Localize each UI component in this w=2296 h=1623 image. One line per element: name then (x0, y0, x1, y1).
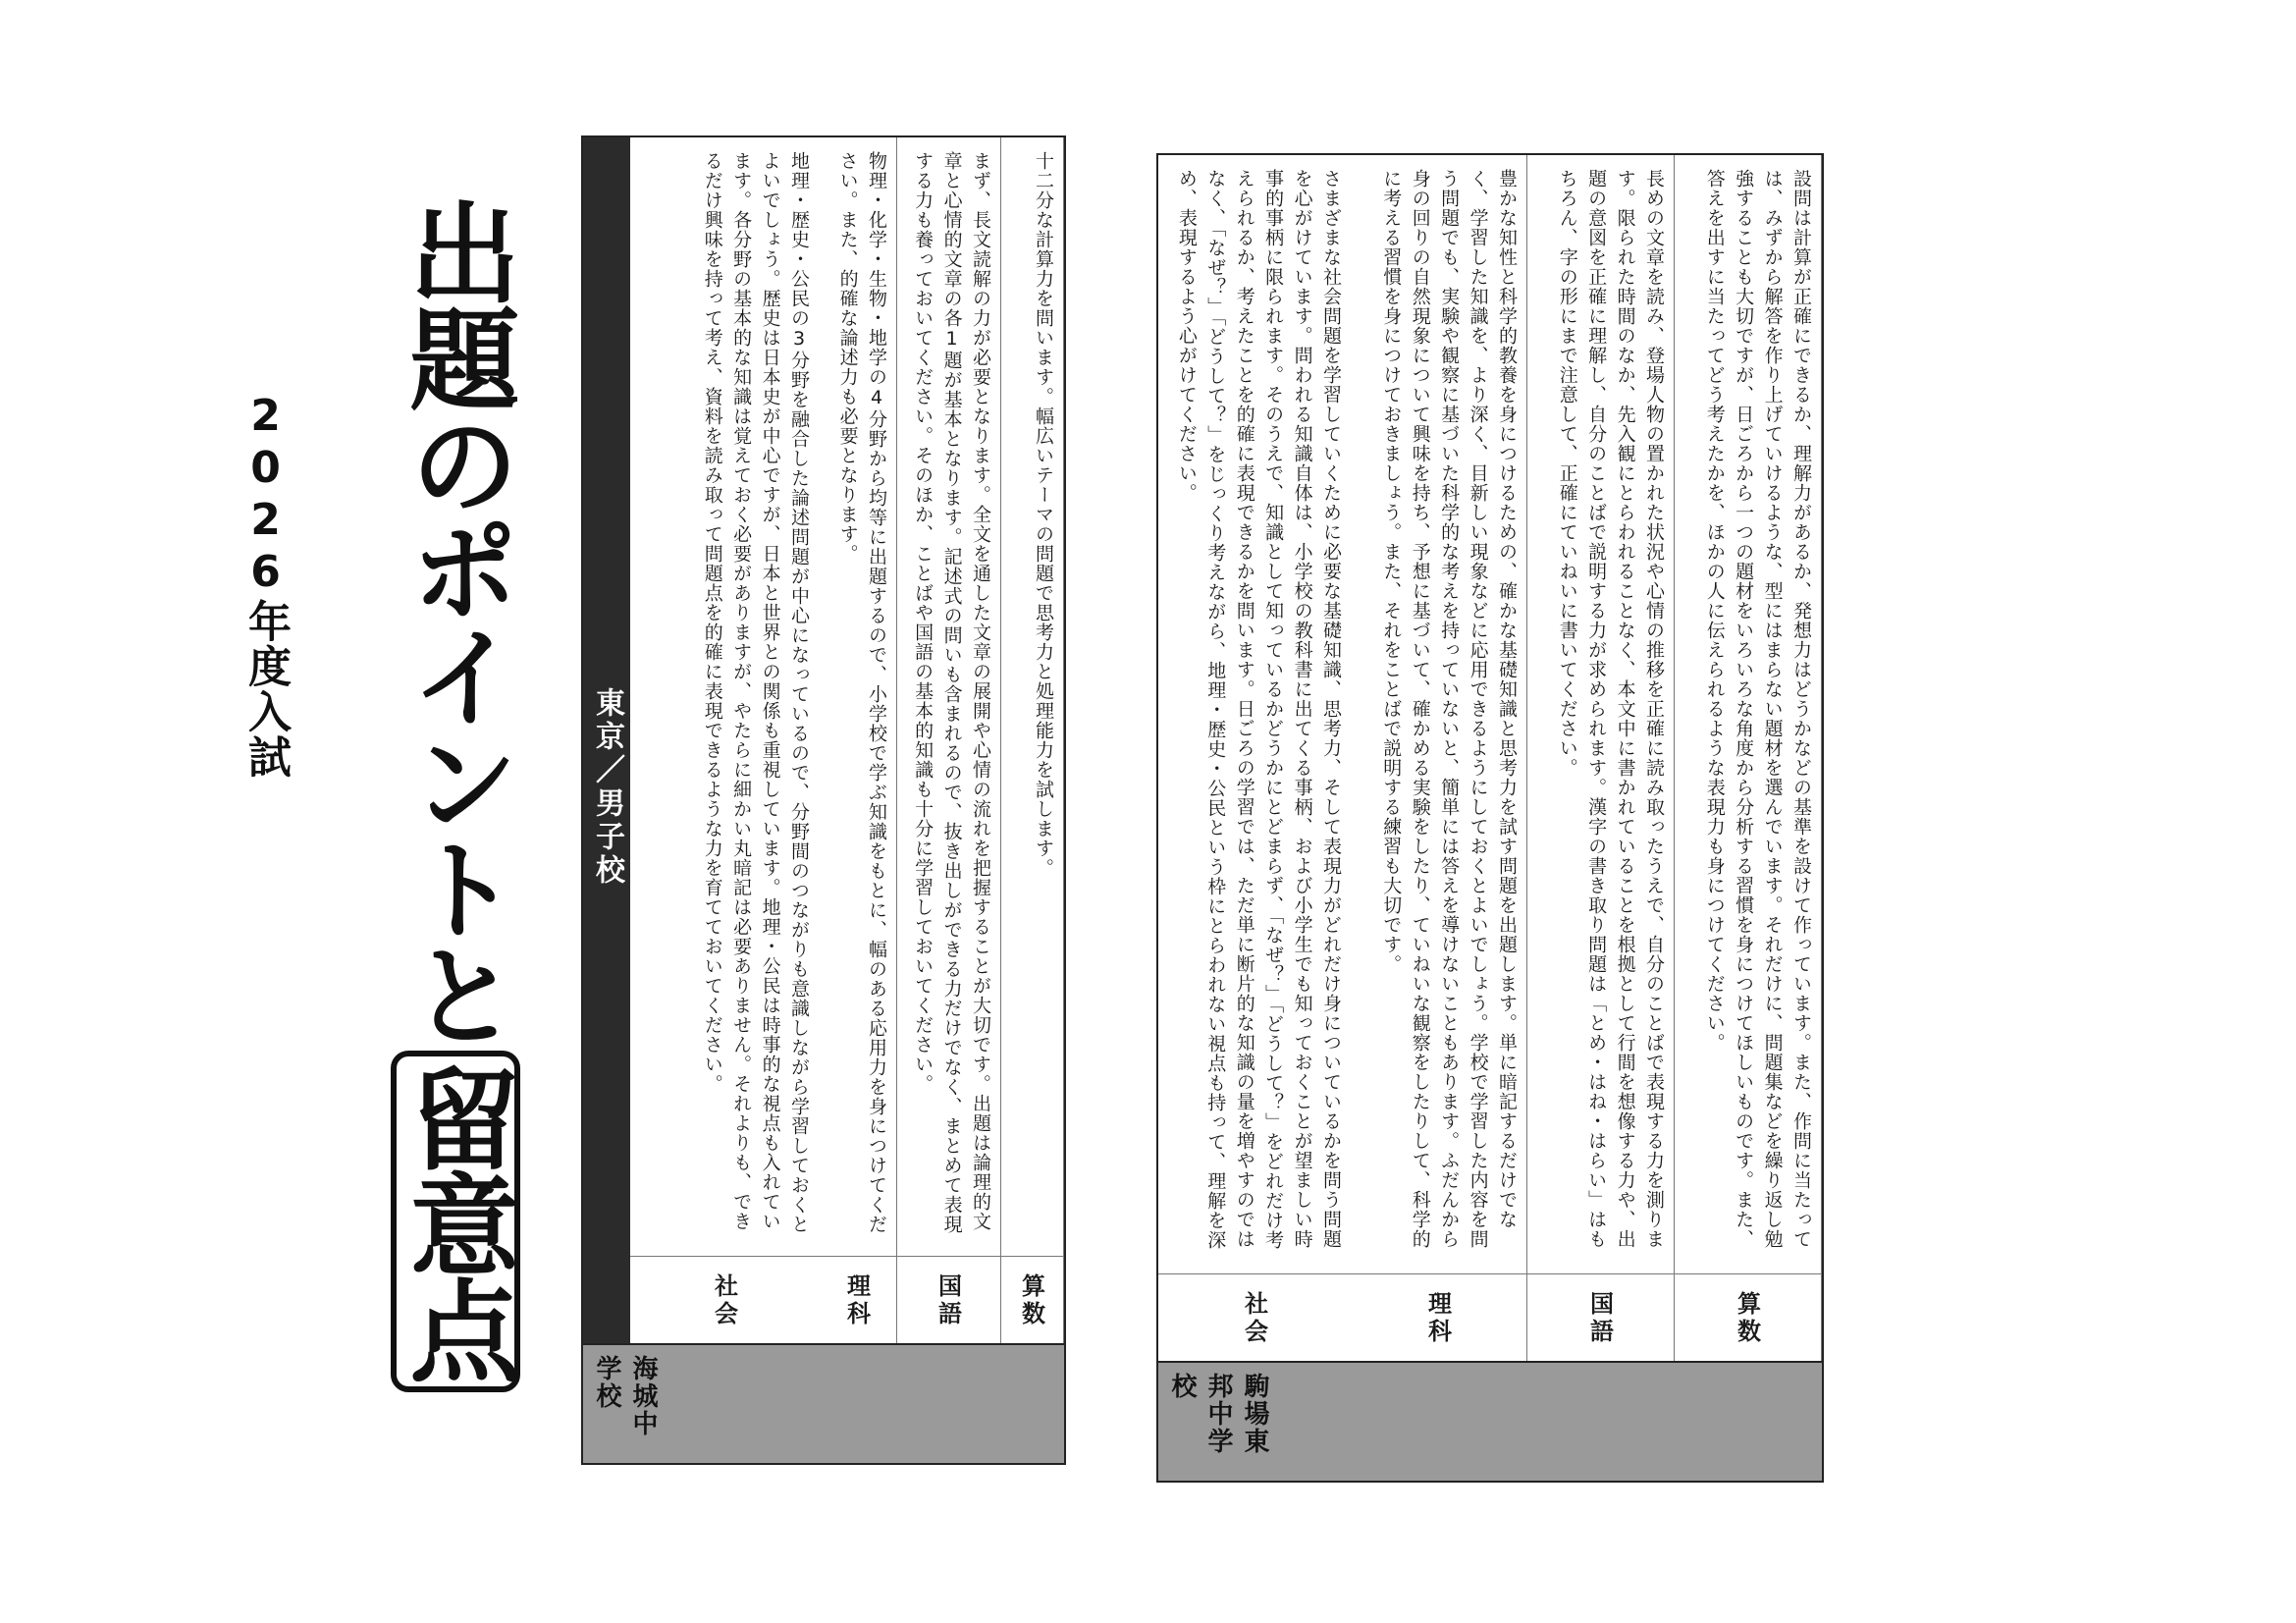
headline-boxed-word: 留意点 (391, 1051, 520, 1392)
page-headline (373, 196, 520, 1434)
subject-label: 理科 (818, 1256, 896, 1345)
subject-row-math (1000, 137, 1064, 1463)
subject-label: 算数 (1674, 1273, 1821, 1363)
subject-text: 地理・歴史・公民の3分野を融合した論述問題が中心になっているので、分野間のつながりも意識しながら学習しておくとよいでしょう。歴史は日本史が中心ですが、日本と世界との関係も重視しています。地理・公民は時事的な視点も入れています。各分野の基本的な知識は覚えておく必要がありますが、やたらに細かい丸暗記は必要ありません。それよりも、できるだけ興味を持って考え、資料を読み取って問題点を的確に表現できるような力を育てておいてください。 (701, 151, 810, 1234)
school-name-bar (1158, 1361, 1822, 1481)
subject-row-science (1350, 155, 1527, 1481)
subject-label: 社会 (630, 1256, 819, 1345)
subject-text: まず、長文読解の力が必要となります。全文を通した文章の展開や心情の流れを把握することが大切です。出題は論理的文章と心情的文章の各1題が基本となります。記述式の問いも含まれるので、抜き出しができる力だけでなく、まとめて表現する力も養っておいてください。そのほか、ことばや国語の基本的知識も十分に学習しておいてください。 (912, 151, 991, 1234)
subject-row-japanese (896, 137, 1001, 1463)
subject-row-math (1674, 155, 1822, 1481)
school-name-bar (583, 1343, 1064, 1463)
subject-row-social (1158, 155, 1351, 1481)
school-table-komaba-toho (1156, 153, 1824, 1483)
subject-label: 社会 (1158, 1273, 1351, 1363)
subject-text: 物理・化学・生物・地学の4分野から均等に出題するので、小学校で学ぶ知識をもとに、幅のある応用力を身につけてください。また、的確な論述力も必要となります。 (836, 151, 887, 1234)
subject-text: 豊かな知性と科学的教養を身につけるための、確かな基礎知識と思考力を試す問題を出題します。単に暗記するだけでなく、学習した知識を、より深く、目新しい現象などに応用できるようにしておくとよいでしょう。学校で学習した内容を問う問題でも、実験や観察に基づいた科学的な考えを持っていないと、簡単には答えを導けないこともあります。ふだんから身の回りの自然現象について興味を持ち、予想に基づいて、確かめる実験をしたり、ていねいな観察をしたりして、科学的に考える習慣を身につけておきましょう。また、それをことばで説明する練習も大切です。 (1380, 169, 1518, 1249)
subject-row-japanese (1526, 155, 1675, 1481)
subject-label: 理科 (1350, 1273, 1526, 1363)
subject-label: 算数 (1000, 1256, 1063, 1345)
subject-text: 設問は計算が正確にできるか、理解力があるか、発想力はどうかなどの基準を設けて作っています。また、作問に当たっては、みずから解答を作り上げていけるような、型にはまらない題材を選んでいます。それだけに、問題集などを繰り返し勉強することも大切ですが、日ごろから一つの題材をいろいろな角度から分析する習慣を身につけてほしいものです。また、答えを出すに当たってどう考えたかを、ほかの人に伝えられるような表現力も身につけてください。 (1703, 169, 1812, 1249)
school-name: 駒場東邦中学校 (1167, 1373, 1269, 1455)
school-table-kaijo (581, 135, 1066, 1465)
region-label: 東京／男子校 (590, 687, 624, 888)
subject-label: 国語 (896, 1256, 1000, 1345)
headline-main: 出題のポイントと (392, 196, 519, 1045)
region-banner (583, 137, 630, 1463)
subject-text: さまざまな社会問題を学習していくために必要な基礎知識、思考力、そして表現力がどれだけ身についているかを問う問題を心がけています。問われる知識自体は、小学校の教科書に出てくる事柄、および小学生でも知っておくことが望ましい時事的事柄に限られます。そのうえで、知識として知っているかどうかにとどまらず、「なぜ？」「どうして？」をどれだけ考えられるか、考えたことを的確に表現できるかを問います。日ごろの学習では、ただ単に断片的な知識の量を増やすのではなく、「なぜ？」「どうして？」をじっくり考えながら、地理・歴史・公民という枠にとらわれない視点も持って、理解を深め、表現するよう心がけてください。 (1175, 169, 1342, 1250)
subject-row-science (818, 137, 897, 1463)
school-name: 海城中学校 (592, 1355, 658, 1437)
subject-row-social (630, 137, 819, 1463)
subject-text: 十二分な計算力を問います。幅広いテーマの問題で思考力と処理能力を試します。 (1033, 151, 1054, 878)
subject-label: 国語 (1526, 1273, 1674, 1363)
exam-year-kicker: 2026年度入試 (240, 391, 291, 780)
subject-text: 長めの文章を読み、登場人物の置かれた状況や心情の推移を正確に読み取ったうえで、自分のことばで表現する力を測ります。限られた時間のなか、先入観にとらわれることなく、本文中に書かれていることを根拠として行間を想像する力や、出題の意図を正確に理解し、自分のことばで説明する力が求められます。漢字の書き取り問題は「とめ・はね・はらい」はもちろん、字の形にまで注意して、正確にていねいに書いてください。 (1556, 169, 1665, 1249)
